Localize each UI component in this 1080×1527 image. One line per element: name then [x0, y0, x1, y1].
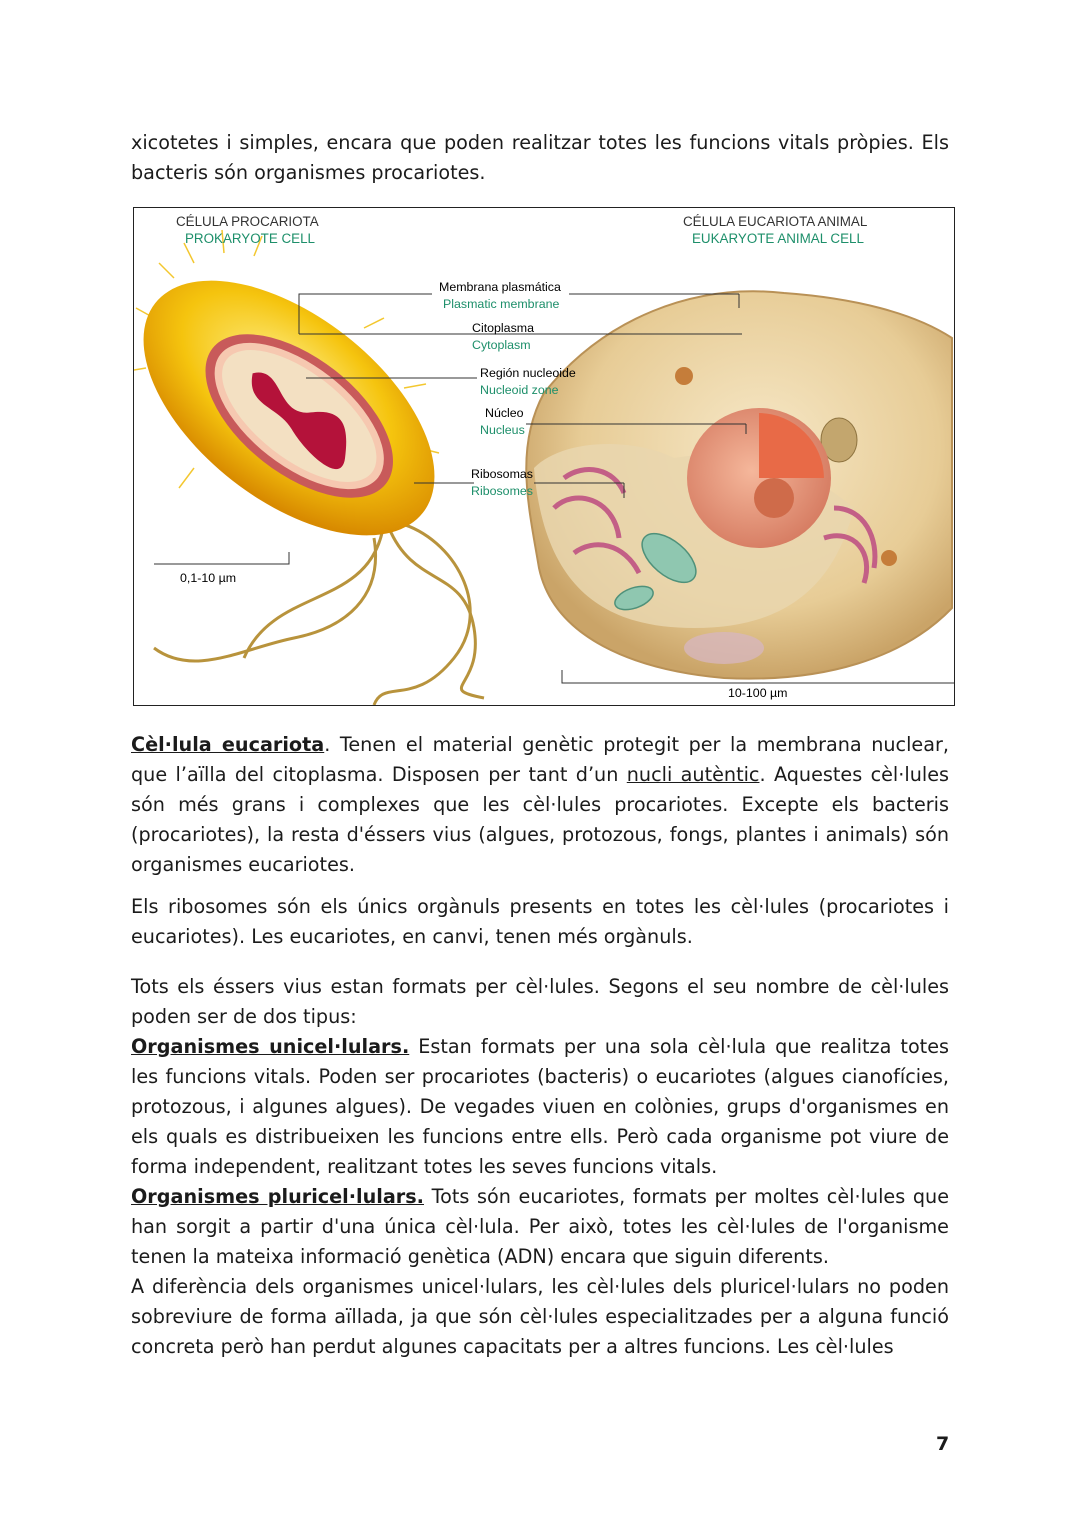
- label-nucleus: Núcleo: [485, 406, 524, 420]
- label-cytoplasm-en: Cytoplasm: [472, 338, 531, 352]
- intro-paragraph: xicotetes i simples, encara que poden realitzar totes les funcions vitals pròpies. Els bacteris són organismes procariotes.: [131, 131, 949, 184]
- eukaryotic-text-1: . Tenen el material genètic protegit per la membrana nuclear, que l’aïlla del citoplasma. Disposen per tant d’un: [131, 733, 949, 786]
- label-ribosomes: Ribosomas: [471, 467, 533, 481]
- eukaryotic-text-2: . Aquestes cèl·lules són més grans i complexes que les cèl·lules procariotes. Excepte els bacteris (procariotes), la resta d'éssers vius (algues, protozous, fongs, plantes i animals) són organismes eucariotes.: [131, 763, 949, 876]
- label-nucleoid-en: Nucleoid zone: [480, 383, 559, 397]
- unicellular-term: Organismes unicel·lulars.: [131, 1035, 410, 1058]
- prokaryote-title: CÉLULA PROCARIOTA: [176, 214, 319, 229]
- nucleus: [687, 408, 831, 548]
- label-ribosomes-en: Ribosomes: [471, 484, 533, 498]
- prokaryote-cell: [134, 231, 480, 585]
- label-nucleoid: Región nucleoide: [480, 366, 576, 380]
- label-membrane-en: Plasmatic membrane: [443, 297, 560, 311]
- page-number: 7: [936, 1433, 950, 1455]
- prokaryote-title-en: PROKARYOTE CELL: [185, 231, 315, 246]
- eukaryote-scale: 10-100 µm: [728, 686, 788, 700]
- eukaryote-title: CÉLULA EUCARIOTA ANIMAL: [683, 214, 868, 229]
- living-beings-intro: Tots els éssers vius estan formats per cèl·lules. Segons el seu nombre de cèl·lules poden ser de dos tipus:: [131, 975, 949, 1028]
- label-cytoplasm: Citoplasma: [472, 321, 534, 335]
- eukaryotic-cell-paragraph: [131, 730, 949, 880]
- ribosomes-paragraph: Els ribosomes són els únics orgànuls presents en totes les cèl·lules (procariotes i eucariotes). Les eucariotes, en canvi, tenen més orgànuls.: [131, 895, 949, 948]
- prokaryote-scale: 0,1-10 µm: [180, 571, 237, 585]
- true-nucleus-term: nucli autèntic: [626, 763, 760, 786]
- difference-paragraph: A diferència dels organismes unicel·lulars, les cèl·lules dels pluricel·lulars no poden sobreviure de forma aïllada, ja que són cèl·lules especialitzades per a alguna funció concreta però han perdut algunes capacitats per a altres funcions. Les cèl·lules: [131, 1275, 949, 1358]
- unicellular-paragraph: [131, 1032, 949, 1182]
- cell-comparison-figure: [133, 207, 955, 706]
- eukaryotic-cell-term: Cèl·lula eucariota: [131, 733, 325, 756]
- flagella: [154, 523, 484, 705]
- label-membrane: Membrana plasmática: [439, 280, 561, 294]
- eukaryote-title-en: EUKARYOTE ANIMAL CELL: [692, 231, 864, 246]
- unicellular-text: Estan formats per una sola cèl·lula que realitza totes les funcions vitals. Poden ser procariotes (bacteris) o eucariotes (algues cianofícies, protozous, i algunes algues). De vegades viuen en colònies, grups d'organismes en els quals es distribueixen les funcions entre ells. Però cada organisme pot viure de forma independent, realitzant totes les seves funcions vitals.: [131, 1035, 950, 1178]
- label-nucleus-en: Nucleus: [480, 423, 525, 437]
- multicellular-paragraph: [131, 1182, 949, 1272]
- eukaryote-cell: [526, 291, 952, 678]
- multicellular-term: Organismes pluricel·lulars.: [131, 1185, 424, 1208]
- multicellular-text: Tots són eucariotes, formats per moltes cèl·lules que han sorgit a partir d'una única cèl·lula. Per això, totes les cèl·lules de l'organisme tenen la mateixa informació genètica (ADN) encara que siguin diferents.: [131, 1185, 950, 1268]
